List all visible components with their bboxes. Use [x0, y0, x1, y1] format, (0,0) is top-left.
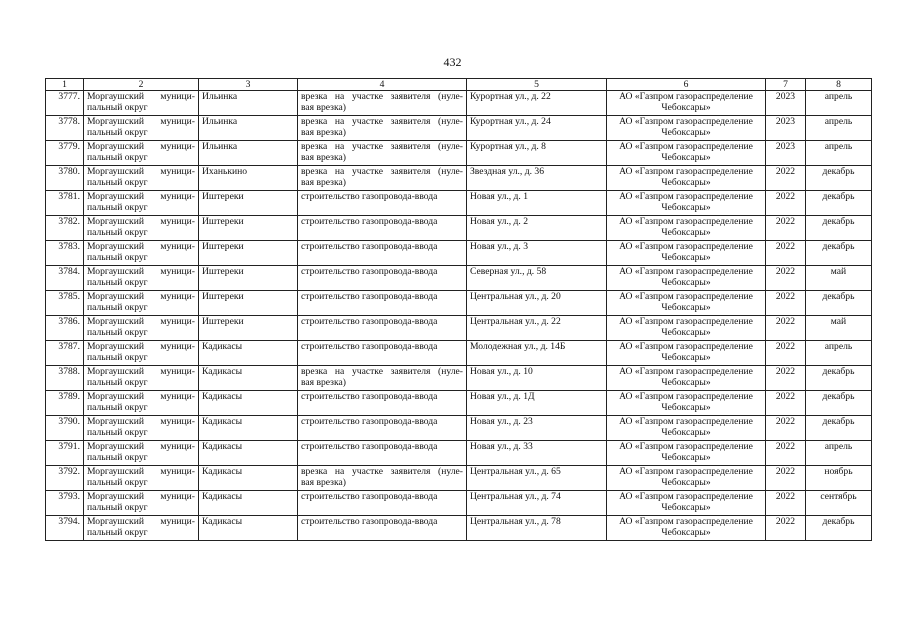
cell-work-type — [298, 416, 467, 441]
cell-month: апрель — [806, 116, 872, 141]
district-line-2: пальный округ — [87, 302, 148, 313]
cell-settlement: Иштереки — [199, 216, 298, 241]
cell-row-number: 3780. — [46, 166, 84, 191]
org-line-1: АО «Газпром газораспределение — [619, 266, 753, 277]
cell-organization — [607, 416, 766, 441]
cell-work-type — [298, 241, 467, 266]
cell-row-number: 3781. — [46, 191, 84, 216]
cell-settlement: Ильинка — [199, 141, 298, 166]
cell-row-number: 3779. — [46, 141, 84, 166]
cell-row-number: 3785. — [46, 291, 84, 316]
work-line-2 — [301, 352, 463, 363]
cell-year: 2022 — [766, 416, 806, 441]
cell-settlement: Кадикасы — [199, 341, 298, 366]
cell-organization — [607, 341, 766, 366]
cell-district — [84, 391, 199, 416]
cell-district — [84, 491, 199, 516]
cell-year: 2022 — [766, 216, 806, 241]
cell-work-type — [298, 391, 467, 416]
org-line-2: Чебоксары» — [661, 127, 711, 138]
cell-year: 2022 — [766, 316, 806, 341]
work-line-2 — [301, 227, 463, 238]
table-row — [46, 366, 872, 391]
column-header: 7 — [766, 79, 806, 91]
cell-address: Центральная ул., д. 20 — [467, 291, 607, 316]
cell-work-type — [298, 291, 467, 316]
work-line-2 — [301, 252, 463, 263]
work-line-2: вая врезка) — [301, 377, 346, 388]
cell-district — [84, 241, 199, 266]
work-line-1: строительство газопровода-ввода — [301, 291, 438, 302]
org-line-1: АО «Газпром газораспределение — [619, 216, 753, 227]
district-line-1: Моргаушский муници- — [87, 166, 195, 177]
cell-work-type — [298, 166, 467, 191]
org-line-1: АО «Газпром газораспределение — [619, 391, 753, 402]
org-line-2: Чебоксары» — [661, 227, 711, 238]
table-row — [46, 341, 872, 366]
cell-settlement: Иштереки — [199, 316, 298, 341]
cell-row-number: 3792. — [46, 466, 84, 491]
org-line-2: Чебоксары» — [661, 327, 711, 338]
cell-month: декабрь — [806, 166, 872, 191]
district-line-1: Моргаушский муници- — [87, 266, 195, 277]
org-line-2: Чебоксары» — [661, 402, 711, 413]
work-line-1: строительство газопровода-ввода — [301, 416, 438, 427]
cell-district — [84, 191, 199, 216]
cell-year: 2022 — [766, 366, 806, 391]
district-line-2: пальный округ — [87, 327, 148, 338]
district-line-2: пальный округ — [87, 277, 148, 288]
work-line-1: строительство газопровода-ввода — [301, 491, 438, 502]
org-line-2: Чебоксары» — [661, 427, 711, 438]
org-line-2: Чебоксары» — [661, 102, 711, 113]
org-line-1: АО «Газпром газораспределение — [619, 441, 753, 452]
cell-year: 2022 — [766, 466, 806, 491]
cell-district — [84, 466, 199, 491]
cell-month: декабрь — [806, 191, 872, 216]
district-line-2: пальный округ — [87, 402, 148, 413]
cell-row-number: 3793. — [46, 491, 84, 516]
org-line-1: АО «Газпром газораспределение — [619, 516, 753, 527]
cell-settlement: Ильинка — [199, 91, 298, 116]
cell-address: Звездная ул., д. 36 — [467, 166, 607, 191]
cell-address: Молодежная ул., д. 14Б — [467, 341, 607, 366]
cell-address: Новая ул., д. 2 — [467, 216, 607, 241]
work-line-2: вая врезка) — [301, 127, 346, 138]
district-line-1: Моргаушский муници- — [87, 416, 195, 427]
table-row — [46, 441, 872, 466]
cell-row-number: 3788. — [46, 366, 84, 391]
org-line-1: АО «Газпром газораспределение — [619, 366, 753, 377]
cell-district — [84, 166, 199, 191]
column-header: 2 — [84, 79, 199, 91]
cell-work-type — [298, 341, 467, 366]
org-line-1: АО «Газпром газораспределение — [619, 191, 753, 202]
district-line-2: пальный округ — [87, 352, 148, 363]
district-line-2: пальный округ — [87, 252, 148, 263]
cell-year: 2022 — [766, 516, 806, 541]
work-line-1: строительство газопровода-ввода — [301, 266, 438, 277]
org-line-2: Чебоксары» — [661, 352, 711, 363]
district-line-1: Моргаушский муници- — [87, 366, 195, 377]
district-line-2: пальный округ — [87, 227, 148, 238]
cell-month: май — [806, 266, 872, 291]
cell-row-number: 3783. — [46, 241, 84, 266]
district-line-2: пальный округ — [87, 452, 148, 463]
cell-address: Центральная ул., д. 74 — [467, 491, 607, 516]
table-row — [46, 216, 872, 241]
cell-year: 2022 — [766, 291, 806, 316]
table-row — [46, 266, 872, 291]
cell-work-type — [298, 516, 467, 541]
cell-settlement: Кадикасы — [199, 491, 298, 516]
table-row — [46, 116, 872, 141]
cell-address: Новая ул., д. 1 — [467, 191, 607, 216]
column-header: 6 — [607, 79, 766, 91]
district-line-2: пальный округ — [87, 477, 148, 488]
work-line-1: строительство газопровода-ввода — [301, 516, 438, 527]
org-line-1: АО «Газпром газораспределение — [619, 316, 753, 327]
cell-row-number: 3784. — [46, 266, 84, 291]
org-line-2: Чебоксары» — [661, 252, 711, 263]
work-line-1: врезка на участке заявителя (нуле- — [301, 91, 463, 102]
work-line-1: врезка на участке заявителя (нуле- — [301, 466, 463, 477]
work-line-2 — [301, 502, 463, 513]
cell-address: Новая ул., д. 23 — [467, 416, 607, 441]
org-line-2: Чебоксары» — [661, 202, 711, 213]
org-line-2: Чебоксары» — [661, 377, 711, 388]
district-line-2: пальный округ — [87, 127, 148, 138]
cell-row-number: 3782. — [46, 216, 84, 241]
table-row — [46, 316, 872, 341]
cell-year: 2023 — [766, 91, 806, 116]
cell-address: Центральная ул., д. 65 — [467, 466, 607, 491]
cell-organization — [607, 441, 766, 466]
work-line-2 — [301, 402, 463, 413]
cell-organization — [607, 141, 766, 166]
cell-settlement: Иштереки — [199, 241, 298, 266]
cell-district — [84, 116, 199, 141]
district-line-1: Моргаушский муници- — [87, 341, 195, 352]
column-header: 3 — [199, 79, 298, 91]
table-row — [46, 241, 872, 266]
table-row — [46, 491, 872, 516]
district-line-1: Моргаушский муници- — [87, 291, 195, 302]
cell-settlement: Кадикасы — [199, 391, 298, 416]
cell-organization — [607, 366, 766, 391]
district-line-1: Моргаушский муници- — [87, 466, 195, 477]
work-line-1: строительство газопровода-ввода — [301, 216, 438, 227]
cell-month: декабрь — [806, 241, 872, 266]
org-line-1: АО «Газпром газораспределение — [619, 466, 753, 477]
district-line-1: Моргаушский муници- — [87, 116, 195, 127]
district-line-1: Моргаушский муници- — [87, 316, 195, 327]
district-line-2: пальный округ — [87, 527, 148, 538]
cell-year: 2022 — [766, 341, 806, 366]
cell-address: Новая ул., д. 33 — [467, 441, 607, 466]
table-header-row — [46, 79, 872, 91]
cell-address: Новая ул., д. 10 — [467, 366, 607, 391]
district-line-2: пальный округ — [87, 377, 148, 388]
cell-district — [84, 141, 199, 166]
work-line-1: врезка на участке заявителя (нуле- — [301, 166, 463, 177]
district-line-2: пальный округ — [87, 177, 148, 188]
table-row — [46, 141, 872, 166]
district-line-1: Моргаушский муници- — [87, 441, 195, 452]
cell-month: декабрь — [806, 366, 872, 391]
district-line-1: Моргаушский муници- — [87, 141, 195, 152]
table-row — [46, 291, 872, 316]
org-line-1: АО «Газпром газораспределение — [619, 166, 753, 177]
district-line-1: Моргаушский муници- — [87, 516, 195, 527]
org-line-2: Чебоксары» — [661, 502, 711, 513]
cell-address: Курортная ул., д. 24 — [467, 116, 607, 141]
cell-address: Северная ул., д. 58 — [467, 266, 607, 291]
cell-organization — [607, 241, 766, 266]
cell-organization — [607, 391, 766, 416]
cell-month: декабрь — [806, 416, 872, 441]
table-row — [46, 466, 872, 491]
district-line-2: пальный округ — [87, 102, 148, 113]
org-line-1: АО «Газпром газораспределение — [619, 416, 753, 427]
cell-month: апрель — [806, 91, 872, 116]
cell-address: Центральная ул., д. 22 — [467, 316, 607, 341]
cell-work-type — [298, 441, 467, 466]
cell-settlement: Кадикасы — [199, 466, 298, 491]
cell-settlement: Ильинка — [199, 116, 298, 141]
work-line-1: строительство газопровода-ввода — [301, 316, 438, 327]
org-line-1: АО «Газпром газораспределение — [619, 241, 753, 252]
cell-organization — [607, 516, 766, 541]
cell-address: Курортная ул., д. 22 — [467, 91, 607, 116]
cell-district — [84, 366, 199, 391]
cell-organization — [607, 166, 766, 191]
district-line-1: Моргаушский муници- — [87, 191, 195, 202]
cell-work-type — [298, 266, 467, 291]
cell-settlement: Кадикасы — [199, 516, 298, 541]
cell-settlement: Иштереки — [199, 266, 298, 291]
district-line-1: Моргаушский муници- — [87, 391, 195, 402]
cell-row-number: 3786. — [46, 316, 84, 341]
table-row — [46, 91, 872, 116]
cell-district — [84, 441, 199, 466]
cell-organization — [607, 191, 766, 216]
cell-year: 2022 — [766, 491, 806, 516]
cell-district — [84, 516, 199, 541]
district-line-1: Моргаушский муници- — [87, 491, 195, 502]
cell-district — [84, 91, 199, 116]
cell-organization — [607, 316, 766, 341]
work-line-1: строительство газопровода-ввода — [301, 441, 438, 452]
cell-month: декабрь — [806, 291, 872, 316]
org-line-1: АО «Газпром газораспределение — [619, 116, 753, 127]
district-line-2: пальный округ — [87, 502, 148, 513]
district-line-1: Моргаушский муници- — [87, 91, 195, 102]
cell-year: 2022 — [766, 241, 806, 266]
district-line-2: пальный округ — [87, 427, 148, 438]
cell-district — [84, 316, 199, 341]
cell-address: Курортная ул., д. 8 — [467, 141, 607, 166]
cell-settlement: Иханькино — [199, 166, 298, 191]
org-line-2: Чебоксары» — [661, 527, 711, 538]
org-line-1: АО «Газпром газораспределение — [619, 341, 753, 352]
org-line-2: Чебоксары» — [661, 177, 711, 188]
table-row — [46, 191, 872, 216]
cell-district — [84, 266, 199, 291]
work-line-1: строительство газопровода-ввода — [301, 341, 438, 352]
cell-month: апрель — [806, 141, 872, 166]
work-line-1: строительство газопровода-ввода — [301, 241, 438, 252]
district-line-1: Моргаушский муници- — [87, 241, 195, 252]
cell-year: 2022 — [766, 191, 806, 216]
cell-row-number: 3790. — [46, 416, 84, 441]
table-row — [46, 416, 872, 441]
work-line-2 — [301, 527, 463, 538]
cell-year: 2022 — [766, 391, 806, 416]
cell-organization — [607, 266, 766, 291]
cell-settlement: Иштереки — [199, 291, 298, 316]
cell-month: апрель — [806, 441, 872, 466]
cell-year: 2022 — [766, 166, 806, 191]
cell-work-type — [298, 91, 467, 116]
org-line-2: Чебоксары» — [661, 477, 711, 488]
cell-work-type — [298, 191, 467, 216]
work-line-1: строительство газопровода-ввода — [301, 391, 438, 402]
cell-work-type — [298, 116, 467, 141]
table-row — [46, 516, 872, 541]
work-line-2 — [301, 277, 463, 288]
page-number: 432 — [443, 55, 462, 69]
cell-district — [84, 216, 199, 241]
work-line-2 — [301, 302, 463, 313]
cell-organization — [607, 216, 766, 241]
table-row — [46, 391, 872, 416]
org-line-2: Чебоксары» — [661, 277, 711, 288]
work-line-2: вая врезка) — [301, 152, 346, 163]
cell-month: сентябрь — [806, 491, 872, 516]
cell-organization — [607, 91, 766, 116]
cell-work-type — [298, 366, 467, 391]
cell-row-number: 3787. — [46, 341, 84, 366]
work-line-1: врезка на участке заявителя (нуле- — [301, 141, 463, 152]
work-line-2 — [301, 427, 463, 438]
cell-year: 2023 — [766, 141, 806, 166]
work-line-2: вая врезка) — [301, 477, 346, 488]
cell-row-number: 3794. — [46, 516, 84, 541]
gas-connection-table — [45, 78, 872, 541]
work-line-2: вая врезка) — [301, 177, 346, 188]
work-line-2 — [301, 452, 463, 463]
cell-work-type — [298, 491, 467, 516]
cell-organization — [607, 466, 766, 491]
cell-organization — [607, 291, 766, 316]
cell-district — [84, 291, 199, 316]
cell-address: Центральная ул., д. 78 — [467, 516, 607, 541]
cell-year: 2023 — [766, 116, 806, 141]
cell-row-number: 3777. — [46, 91, 84, 116]
cell-year: 2022 — [766, 266, 806, 291]
column-header: 1 — [46, 79, 84, 91]
cell-month: апрель — [806, 341, 872, 366]
cell-month: декабрь — [806, 216, 872, 241]
org-line-2: Чебоксары» — [661, 152, 711, 163]
work-line-2 — [301, 327, 463, 338]
cell-row-number: 3789. — [46, 391, 84, 416]
cell-settlement: Кадикасы — [199, 366, 298, 391]
cell-row-number: 3791. — [46, 441, 84, 466]
cell-settlement: Кадикасы — [199, 416, 298, 441]
cell-work-type — [298, 466, 467, 491]
cell-work-type — [298, 316, 467, 341]
org-line-2: Чебоксары» — [661, 452, 711, 463]
table-row — [46, 166, 872, 191]
cell-organization — [607, 491, 766, 516]
cell-settlement: Кадикасы — [199, 441, 298, 466]
work-line-2: вая врезка) — [301, 102, 346, 113]
cell-work-type — [298, 141, 467, 166]
work-line-1: врезка на участке заявителя (нуле- — [301, 116, 463, 127]
work-line-1: врезка на участке заявителя (нуле- — [301, 366, 463, 377]
cell-district — [84, 416, 199, 441]
work-line-2 — [301, 202, 463, 213]
cell-month: ноябрь — [806, 466, 872, 491]
work-line-1: строительство газопровода-ввода — [301, 191, 438, 202]
cell-district — [84, 341, 199, 366]
cell-address: Новая ул., д. 3 — [467, 241, 607, 266]
org-line-1: АО «Газпром газораспределение — [619, 141, 753, 152]
cell-month: май — [806, 316, 872, 341]
org-line-1: АО «Газпром газораспределение — [619, 291, 753, 302]
cell-work-type — [298, 216, 467, 241]
column-header: 8 — [806, 79, 872, 91]
district-line-1: Моргаушский муници- — [87, 216, 195, 227]
cell-address: Новая ул., д. 1Д — [467, 391, 607, 416]
column-header: 4 — [298, 79, 467, 91]
org-line-1: АО «Газпром газораспределение — [619, 91, 753, 102]
cell-month: декабрь — [806, 516, 872, 541]
column-header: 5 — [467, 79, 607, 91]
district-line-2: пальный округ — [87, 202, 148, 213]
district-line-2: пальный округ — [87, 152, 148, 163]
cell-organization — [607, 116, 766, 141]
cell-settlement: Иштереки — [199, 191, 298, 216]
cell-month: декабрь — [806, 391, 872, 416]
org-line-2: Чебоксары» — [661, 302, 711, 313]
cell-row-number: 3778. — [46, 116, 84, 141]
cell-year: 2022 — [766, 441, 806, 466]
org-line-1: АО «Газпром газораспределение — [619, 491, 753, 502]
